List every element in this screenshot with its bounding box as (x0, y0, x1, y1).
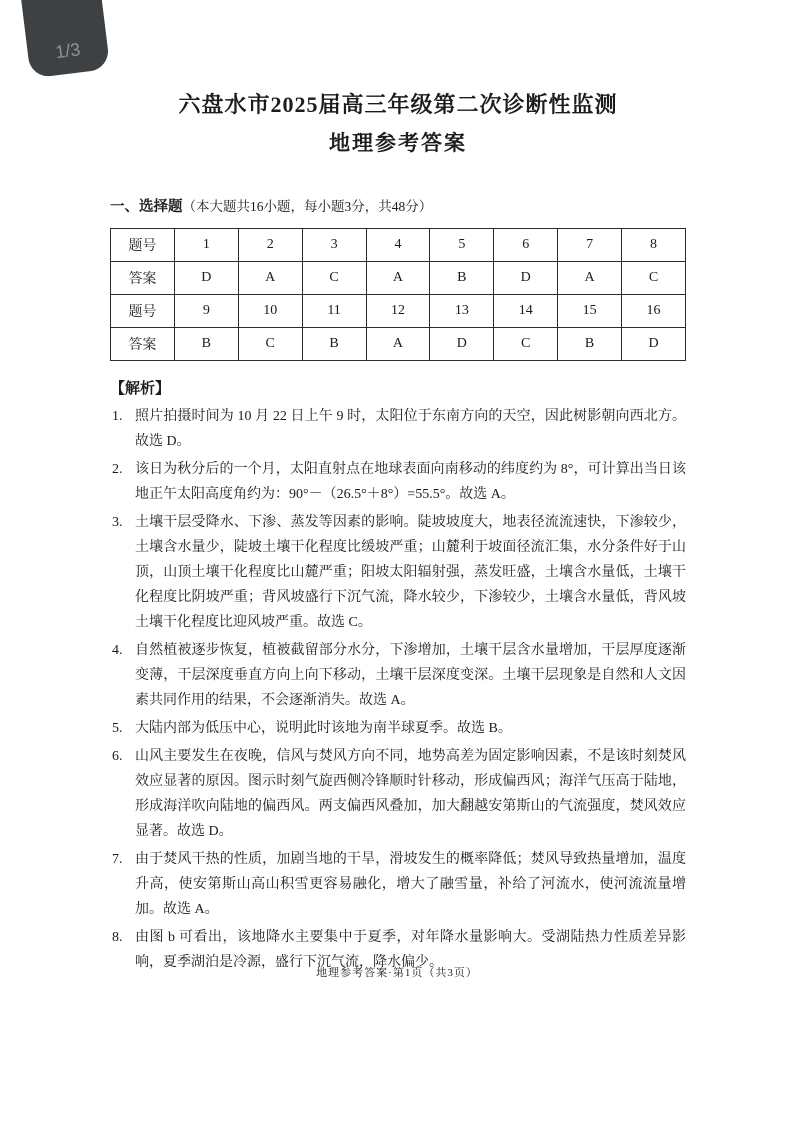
table-cell: 题号 (111, 295, 175, 328)
table-cell: 8 (622, 229, 686, 262)
table-cell: 14 (494, 295, 558, 328)
analysis-item-7 (110, 847, 686, 922)
table-cell: D (174, 262, 238, 295)
section-note: （本大题共16小题，每小题3分，共48分） (182, 199, 433, 214)
analysis-item-5 (110, 716, 686, 741)
answer-table (110, 228, 686, 361)
analysis-item-number: 7. (112, 852, 123, 867)
answer-table-row (111, 262, 686, 295)
analysis-list (110, 404, 686, 975)
table-cell: D (622, 328, 686, 361)
analysis-item-text: 由图 b 可看出，该地降水主要集中于夏季，对年降水量影响大。受湖陆热力性质差异影响，夏季湖泊是冷源，盛行下沉气流，降水偏少。 (135, 930, 686, 970)
analysis-item-text: 自然植被逐步恢复，植被截留部分水分，下渗增加，土壤干层含水量增加，干层厚度逐渐变薄，干层深度垂直方向上向下移动，土壤干层深度变深。土壤干层现象是自然和人文因素共同作用的结果，不会逐渐消失。故选 A。 (135, 643, 686, 708)
analysis-item-text: 大陆内部为低压中心，说明此时该地为南半球夏季。故选 B。 (135, 721, 512, 736)
table-cell: C (302, 262, 366, 295)
analysis-item-text: 土壤干层受降水、下渗、蒸发等因素的影响。陡坡坡度大，地表径流流速快，下渗较少，土壤含水量少，陡坡土壤干化程度比缓坡严重；山麓利于坡面径流汇集，水分条件好于山顶，山顶土壤干化程度比山麓严重；阳坡太阳辐射强，蒸发旺盛，土壤含水量低，土壤干化程度比阴坡严重；背风坡盛行下沉气流，降水较少，下渗较少，土壤含水量低，背风坡土壤干化程度比迎风坡严重。故选 C。 (135, 515, 686, 630)
analysis-heading: 【解析】 (110, 381, 171, 397)
table-cell: 9 (174, 295, 238, 328)
table-cell: 11 (302, 295, 366, 328)
analysis-item-number: 6. (112, 749, 123, 764)
analysis-item-text: 由于焚风干热的性质，加剧当地的干旱，滑坡发生的概率降低；焚风导致热量增加，温度升高，使安第斯山高山积雪更容易融化，增大了融雪量，补给了河流水，使河流流量增加。故选 A。 (135, 852, 686, 917)
table-cell: B (174, 328, 238, 361)
table-cell: 2 (238, 229, 302, 262)
table-cell: 10 (238, 295, 302, 328)
table-cell: C (238, 328, 302, 361)
table-cell: 答案 (111, 262, 175, 295)
table-cell: A (366, 328, 430, 361)
analysis-item-1 (110, 404, 686, 454)
analysis-item-6 (110, 744, 686, 844)
analysis-item-number: 2. (112, 462, 123, 477)
analysis-item-text: 照片拍摄时间为 10 月 22 日上午 9 时，太阳位于东南方向的天空，因此树影朝向西北方。故选 D。 (135, 409, 686, 449)
table-cell: 题号 (111, 229, 175, 262)
table-cell: 4 (366, 229, 430, 262)
analysis-item-3 (110, 510, 686, 635)
page-corner-mark-label: 1/3 (54, 39, 82, 63)
table-cell: A (558, 262, 622, 295)
table-cell: B (558, 328, 622, 361)
analysis-item-text: 山风主要发生在夜晚，信风与焚风方向不同，地势高差为固定影响因素，不是该时刻焚风效应显著的原因。图示时刻气旋西侧冷锋顺时针移动，形成偏西风；海洋气压高于陆地，形成海洋吹向陆地的偏西风。两支偏西风叠加，加大翻越安第斯山的气流强度，焚风效应显著。故选 D。 (135, 749, 686, 839)
answer-table-row (111, 295, 686, 328)
table-cell: 5 (430, 229, 494, 262)
answer-table-row (111, 328, 686, 361)
section-heading: 一、选择题 (110, 199, 183, 215)
analysis-item-number: 1. (112, 409, 123, 424)
table-cell: 7 (558, 229, 622, 262)
analysis-item-text: 该日为秋分后的一个月，太阳直射点在地球表面向南移动的纬度约为 8°，可计算出当日该地正午太阳高度角约为：90°－（26.5°＋8°）=55.5°。故选 A。 (135, 462, 686, 502)
section-heading-line (110, 195, 686, 216)
answer-table-row (111, 229, 686, 262)
page-footer: 地理参考答案·第1页（共3页） (316, 967, 478, 979)
analysis-item-2 (110, 457, 686, 507)
table-cell: B (302, 328, 366, 361)
table-cell: 6 (494, 229, 558, 262)
document-subtitle: 地理参考答案 (329, 131, 467, 155)
table-cell: D (494, 262, 558, 295)
table-cell: 16 (622, 295, 686, 328)
table-cell: B (430, 262, 494, 295)
table-cell: 12 (366, 295, 430, 328)
document-title: 六盘水市2025届高三年级第二次诊断性监测 (178, 92, 618, 117)
analysis-item-4 (110, 638, 686, 713)
table-cell: D (430, 328, 494, 361)
analysis-item-number: 5. (112, 721, 123, 736)
table-cell: C (622, 262, 686, 295)
table-cell: A (238, 262, 302, 295)
table-cell: 1 (174, 229, 238, 262)
analysis-item-number: 8. (112, 930, 123, 945)
page-corner-mark (18, 0, 111, 78)
table-cell: C (494, 328, 558, 361)
analysis-item-number: 4. (112, 643, 123, 658)
analysis-item-number: 3. (112, 515, 123, 530)
table-cell: 答案 (111, 328, 175, 361)
table-cell: A (366, 262, 430, 295)
table-cell: 13 (430, 295, 494, 328)
document-content (110, 0, 686, 978)
table-cell: 3 (302, 229, 366, 262)
table-cell: 15 (558, 295, 622, 328)
